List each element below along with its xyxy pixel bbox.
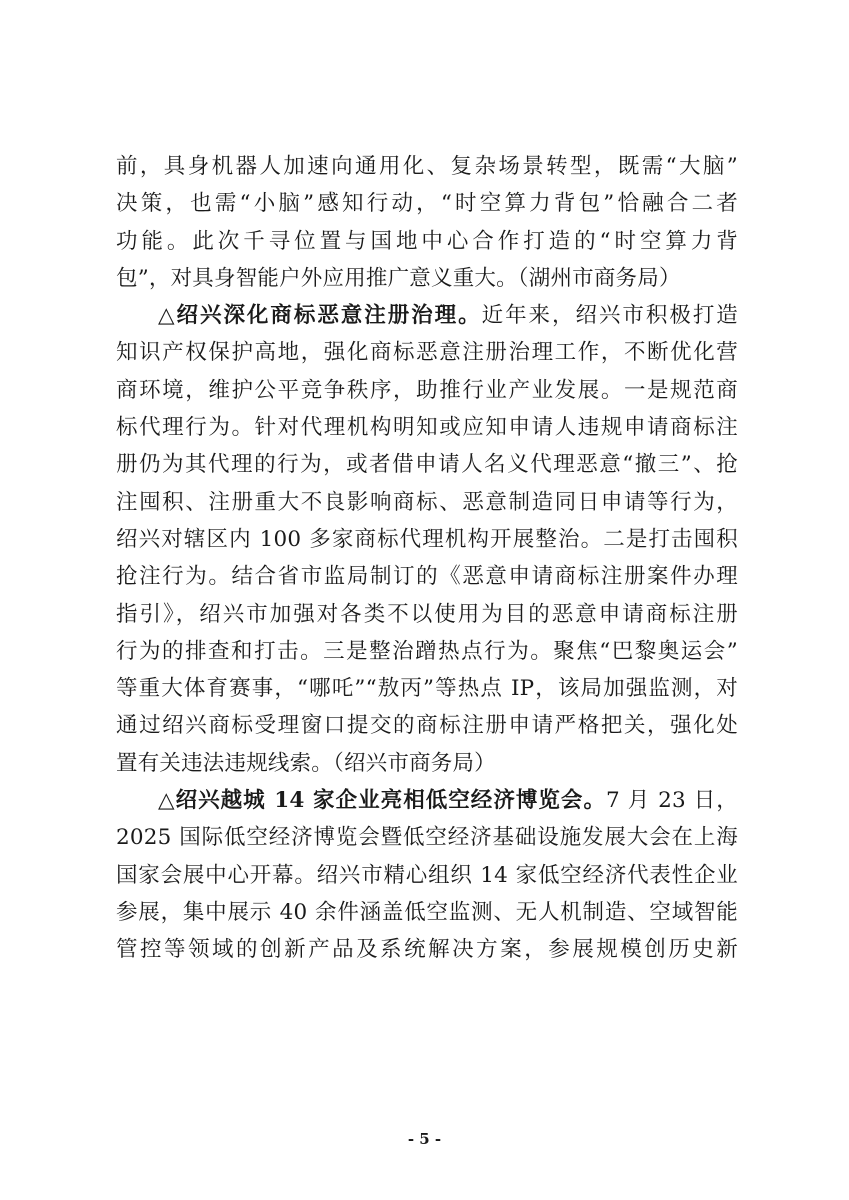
text-line: 指引》，绍兴市加强对各类不以使用为目的恶意申请商标注册 — [116, 601, 738, 627]
text-line: 绍兴对辖区内 100 多家商标代理机构开展整治。二是打击囤积 — [116, 526, 738, 552]
text-line: 注囤积、注册重大不良影响商标、恶意制造同日申请等行为， — [116, 489, 738, 515]
paragraph-shaoxing-low-altitude — [116, 782, 738, 968]
text-line: 等重大体育赛事，“哪吒”“敖丙”等热点 IP，该局加强监测，对 — [116, 676, 738, 702]
text-line: 参展，集中展示 40 余件涵盖低空监测、无人机制造、空域智能 — [116, 899, 738, 925]
text-line: 抢注行为。结合省市监局制订的《恶意申请商标注册案件办理 — [116, 564, 738, 590]
paragraph-heading: △绍兴越城 14 家企业亮相低空经济博览会。 — [158, 788, 606, 814]
text-line: 2025 国际低空经济博览会暨低空经济基础设施发展大会在上海 — [116, 825, 738, 851]
text-line: 前，具身机器人加速向通用化、复杂场景转型，既需“大脑” — [116, 154, 738, 179]
body-text — [116, 148, 738, 969]
text-line: 管控等领域的创新产品及系统解决方案，参展规模创历史新 — [116, 937, 738, 963]
text-line: 通过绍兴商标受理窗口提交的商标注册申请严格把关，强化处 — [116, 713, 738, 739]
text-line: 行为的排查和打击。三是整治蹭热点行为。聚焦“巴黎奥运会” — [116, 638, 738, 664]
paragraph-huzhou — [116, 148, 738, 297]
text-span: 7 月 23 日， — [606, 788, 739, 814]
text-line — [116, 782, 738, 819]
text-line: 功能。此次千寻位置与国地中心合作打造的“时空算力背 — [116, 228, 738, 254]
text-line: 置有关违法违规线索。（绍兴市商务局） — [116, 750, 496, 776]
text-line: 包”，对具身智能户外应用推广意义重大。（湖州市商务局） — [116, 265, 681, 291]
paragraph-shaoxing-trademark — [116, 297, 738, 782]
text-line: 册仍为其代理的行为，或者借申请人名义代理恶意“撤三”、抢 — [116, 452, 738, 478]
text-span: 近年来，绍兴市积极打造 — [481, 303, 738, 329]
text-line: 决策，也需“小脑”感知行动，“时空算力背包”恰融合二者 — [116, 191, 738, 217]
text-line: 标代理行为。针对代理机构明知或应知申请人违规申请商标注 — [116, 415, 738, 441]
text-line — [116, 297, 738, 334]
paragraph-heading: △绍兴深化商标恶意注册治理。 — [158, 303, 482, 329]
text-line: 知识产权保护高地，强化商标恶意注册治理工作，不断优化营 — [116, 340, 738, 366]
page-number: - 5 - — [407, 1130, 442, 1148]
text-line: 商环境，维护公平竞争秩序，助推行业产业发展。一是规范商 — [116, 377, 738, 403]
text-line: 国家会展中心开幕。绍兴市精心组织 14 家低空经济代表性企业 — [116, 862, 738, 888]
